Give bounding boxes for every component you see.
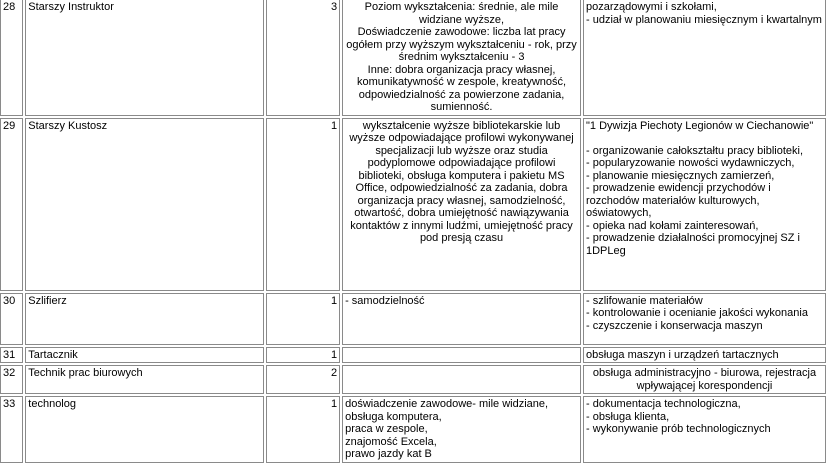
duties-line: - popularyzowanie nowości wydawniczych, [585,157,795,169]
requirements-line: prawo jazdy kat B [345,448,432,460]
job-quantity: 1 [266,293,340,345]
requirements-line: obsługa komputera, [345,410,442,423]
job-requirements [342,293,581,345]
table-row [0,365,826,394]
duties-line: - udział w planowaniu miesięcznym i kwartalnym [585,13,822,26]
duties-line: - planowanie miesięcznych zamierzeń, [585,169,775,182]
requirements-line: znajomość Excela, [345,435,437,448]
job-duties [583,365,826,394]
job-requirements [342,396,581,463]
duties-line: pozarządowymi i szkołami, [585,1,717,13]
requirements-line: - samodzielność [345,294,425,307]
table-row [0,347,826,364]
duties-line: - opieka nad kołami zainteresowań, [585,219,759,232]
job-title: technolog [25,396,264,463]
row-number: 31 [0,347,23,364]
job-duties [583,396,826,463]
job-title: Starszy Kustosz [25,118,264,291]
duties-line: "1 Dywizja Piechoty Legionów w Ciechanowie" [585,119,814,132]
requirements-line: Inne: dobra organizacja pracy własnej, komunikatywność w zespole, kreatywność, odpowiedzialność za powierzone zadania, sumienność. [356,63,570,113]
duties-line: - prowadzenie ewidencji przychodów i rozchodów materiałów kulturowych, oświatowych, [585,182,774,219]
job-requirements [342,347,581,364]
job-requirements [342,0,581,116]
duties-line [586,132,823,145]
job-quantity: 1 [266,118,340,291]
job-quantity: 2 [266,365,340,394]
row-number: 28 [0,0,23,116]
job-quantity: 1 [266,396,340,463]
row-number: 29 [0,118,23,291]
requirements-line: Poziom wykształcenia: średnie, ale mile widziane wyższe, [364,1,562,26]
job-requirements [342,118,581,291]
job-duties [583,293,826,345]
requirements-line: Doświadczenie zawodowe: liczba lat pracy ogółem przy wyższym wykształceniu - rok, przy średnim wykształceniu - 3 [346,26,580,63]
job-title: Tartacznik [25,347,264,364]
duties-line: - kontrolowanie i ocenianie jakości wykonania [585,307,808,319]
duties-line: - dokumentacja technologiczna, [585,398,741,410]
duties-line: - obsługa klienta, [585,410,670,423]
row-number: 33 [0,396,23,463]
requirements-line: praca w zespole, [345,423,428,435]
job-title: Szlifierz [25,293,264,345]
duties-line: - szlifowanie materiałów [585,294,703,307]
job-title: Starszy Instruktor [25,0,264,116]
job-requirements [342,365,581,394]
requirements-line: doświadczenie zawodowe- mile widziane, [345,398,549,410]
table-row [0,293,826,345]
job-duties [583,347,826,364]
table-row [0,396,826,463]
row-number: 30 [0,293,23,345]
duties-line: - czyszczenie i konserwacja maszyn [585,319,763,332]
job-quantity: 3 [266,0,340,116]
duties-line: - wykonywanie prób technologicznych [585,423,771,435]
duties-line: - prowadzenie działalności promocyjnej SZ i 1DPLeg [585,232,804,257]
job-quantity: 1 [266,347,340,364]
row-number: 32 [0,365,23,394]
duties-line: obsługa administracyjno - biurowa, rejestracja wpływającej korespondencji [592,367,820,392]
job-duties [583,0,826,116]
job-duties [583,118,826,291]
requirements-line: wykształcenie wyższe bibliotekarskie lub wyższe odpowiadające profilowi wykonywanej specjalizacji lub wyższe oraz studia podyplomowe odpowiadające profilowi biblioteki, obsługa komputera i pakietu MS Office, odpowiedzialność za zadania, dobra organizacja pracy własnej, samodzielność, otwartość, dobra umiejętność nawiązywania kontaktów z innymi ludźmi, umiejętność pracy pod presją czasu [349,119,577,244]
job-title: Technik prac biurowych [25,365,264,394]
table-row [0,0,826,116]
table-row [0,118,826,291]
duties-line: obsługa maszyn i urządzeń tartacznych [585,348,779,361]
duties-line: - organizowanie całokształtu pracy biblioteki, [585,144,804,157]
